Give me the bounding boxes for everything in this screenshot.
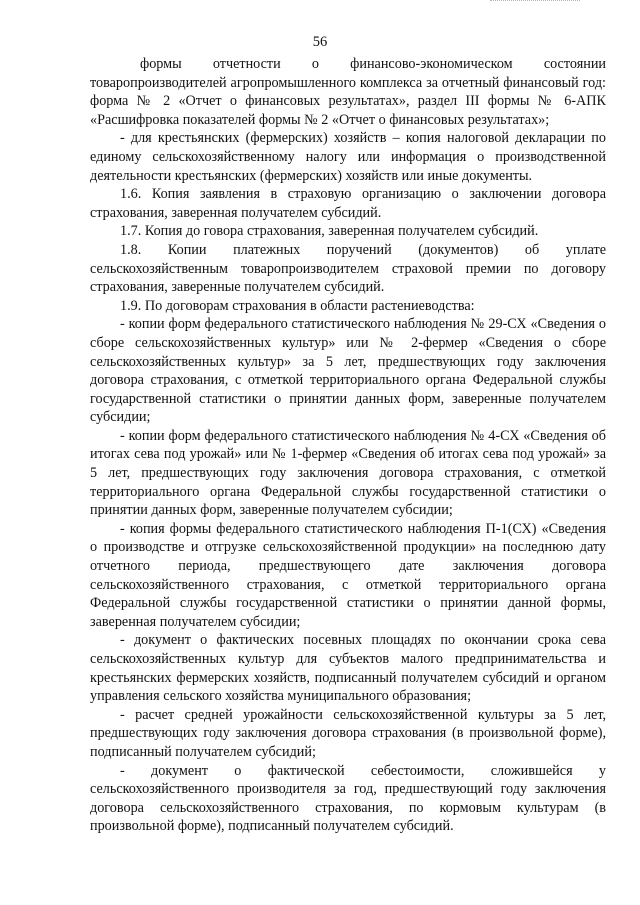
document-body	[90, 55, 606, 836]
paragraph-1-7: 1.7. Копия до говора страхования, заверенная получателем субсидий.	[120, 223, 539, 240]
paragraph-farm-households: - для крестьянских (фермерских) хозяйств – копия налоговой декларации по единому сельскохозяйственному налогу или информация о производственной деятельности крестьянских (фермерских) хозяйств или иные документы.	[90, 130, 606, 184]
paragraph-1-9: 1.9. По договорам страхования в области растениеводства:	[120, 297, 475, 314]
page-number: 56	[312, 34, 328, 50]
paragraph-1-8: 1.8. Копии платежных поручений (документов) об уплате сельскохозяйственным товаропроизводителем страховой премии по договору страхования, заверенные получателем субсидий.	[90, 241, 606, 296]
paragraph-form-p1-sh: - копия формы федерального статистического наблюдения П-1(СХ) «Сведения о производстве и отгрузке сельскохозяйственной продукции» на последнюю дату отчетного периода, предшествующего дате заключения договора сельскохозяйственного страхования, с отметкой территориального органа Федеральной службы государственной статистики о принятии данной формы, заверенная получателем субсидии;	[90, 520, 606, 630]
paragraph-cost-price: - документ о фактической себестоимости, сложившейся у сельскохозяйственного производителя за год, предшествующий году заключения договора сельскохозяйственного страхования, по кормовым культурам (в произвольной форме), подписанный получателем субсидий.	[90, 762, 606, 835]
paragraph-1-6: 1.6. Копия заявления в страховую организацию о заключении договора страхования, заверенная получателем субсидий.	[90, 186, 606, 221]
scan-edge-mark	[490, 0, 580, 3]
paragraph-financial-forms: формы отчетности о финансово-экономическом состоянии товаропроизводителей агропромышленного комплекса за отчетный финансовый год: форма № 2 «Отчет о финансовых результатах», раздел III формы № 6-АПК «Расшифровка показателей формы № 2 «Отчет о финансовых результатах»;	[90, 56, 606, 128]
paragraph-form-29-sh: - копии форм федерального статистического наблюдения № 29-СХ «Сведения о сборе сельскохозяйственных культур» или № 2-фермер «Сведения о сборе сельскохозяйственных культур» за 5 лет, предшествующих году заключения договора страхования, с отметкой территориального органа Федеральной службы государственной статистики о принятии данных форм, заверенные получателем субсидии;	[90, 316, 606, 426]
paragraph-average-yield: - расчет средней урожайности сельскохозяйственной культуры за 5 лет, предшествующих году заключения договора страхования (в произвольной форме), подписанный получателем субсидий;	[90, 706, 606, 760]
paragraph-sown-areas: - документ о фактических посевных площадях по окончании срока сева сельскохозяйственных культур для субъектов малого предпринимательства и крестьянских фермерских хозяйств, подписанный получателем субсидий и органом управления сельского хозяйства муниципального образования;	[90, 632, 606, 705]
paragraph-form-4-sh: - копии форм федерального статистического наблюдения № 4-СХ «Сведения об итогах сева под урожай» или № 1-фермер «Сведения об итогах сева под урожай» за 5 лет, предшествующих году заключения договора страхования, с отметкой территориального органа Федеральной службы государственной статистики о принятии данных форм, заверенные получателем субсидии;	[90, 427, 606, 519]
